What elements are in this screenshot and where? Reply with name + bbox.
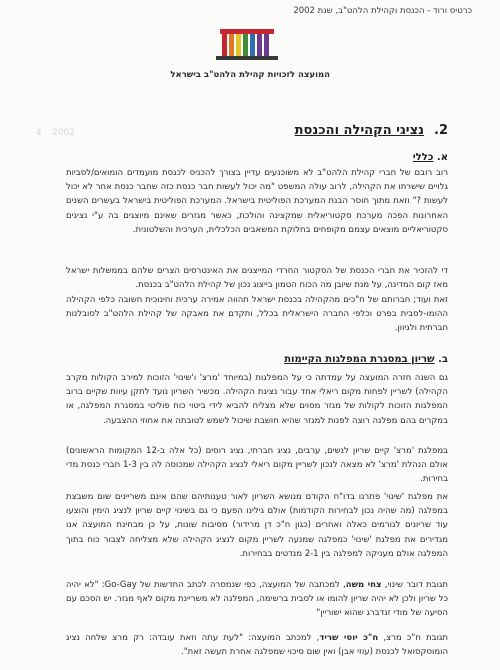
running-head: כרטיס ורוד - הכנסת וקהילת הלהט"ב, שנת 2002 xyxy=(293,6,472,16)
bleed-through-text: 4 xyxy=(36,128,42,138)
subheading-a xyxy=(413,152,448,163)
subheading-a-label: א. xyxy=(436,152,448,163)
subheading-b xyxy=(284,354,448,365)
quote-shinui-text: , למכתבה של המועצה, כפי שנמסרה לכתב החדשות של Go-Gay: "לא יהיה כל שריון ולכן לא יהיה שריון להומו או לסבית ברשימה, המפלגה לא משריינת מקום לאף מגזר. יש הסכם עם הסיעה של מודי זנדברג שהוא ישוריין" xyxy=(66,580,448,619)
subheading-b-title: שריון במסגרת המפלגות הקיימות xyxy=(284,354,435,365)
paragraph-b4 xyxy=(66,578,448,621)
paragraph-a2: די להזכיר את חברי הכנסת של הסקטור החרדי המייצגים את האינטרסים הצרים שלהם בממשלות ישראל מאז קום המדינה, על מנת שיובן מה הכוח הטמון בייצוג נכון של קהילת הלהט"ב בכנסת. xyxy=(66,266,448,291)
section-heading xyxy=(295,123,448,138)
paragraph-b1: גם השנה חזרה המועצה על עמדתה כי על המפלגות (במיוחד 'מרצ' ו'שינוי' הזוכות למירב הקולות מקרב הקהילה) לשריין לפחות מקום ריאלי אחד עבור נציגת הקהילה. מכשיר השריון נועד לתקן עיוות שקיים ברוב המפלגות הזוכות לקולות של מגזר מסוים שלא מצליח להביא לידי ביטוי כוח פוליטי במסגרת המפלגה, או במקרים בהם מפלגה רוצה לפנות למגזר שהיא חושבת שיכול לשמש לטובתה את אחוזי ההצבעה. xyxy=(66,373,448,426)
council-logo xyxy=(210,26,284,64)
quote-meretz-text: , למכתב המועצה: "לעת עתה וזאת עובדה: רק מרצ שלחה נציג הומוסקסואל לכנסת (עוזי אבן) ואין שום סיכוי שמפלגה אחרת תעשה זאת". xyxy=(66,633,448,658)
quote-meretz-name: ח"כ יוסי שריד xyxy=(319,633,379,643)
subheading-a-title: כללי xyxy=(412,152,434,163)
paragraph-b3: את מפלגת 'שינוי' פתרנו בדו"ח הקודם מנושא השריון לאור טענותיהם שהם אינם משריינים שום משבצת במפלגה (מה שהיה נכון לבחירות הקודמות) אולם גילינו הפעם כי גם בשינוי קיים שריון לנציג הימין והוצעו עוד שריונים לגורמים כאלה ואחרים (כגון ח"כ דן מרידור) מסיבות שונות, על כן מבחינת המועצה אנו מגדירים את מפלגת 'שינוי' כמפלגה שמנעה לשריין מקום לנציג הקהילה שלא מצליחה לצבור כוח בתוך המפלגה אולם מעניקה למפלגה בין 2-1 מנדטים בבחירות. xyxy=(66,492,448,559)
paragraph-a3: זאת ועוד; חברותם של ח"כים מהקהילה בכנסת ישראל תהווה אמירה ערכית וחינוכית חשובה כלפי הקהילה ההומו-לסבית בפרט וכלפי החברה הישראלית בכלל, ותקדם את מאבקה של קהילת הלהט"ב לסובלנות חברתית ולגיוון. xyxy=(66,295,448,334)
bleed-through-text: 2002 xyxy=(52,128,75,138)
quote-shinui-lead: תגובת דובר שינוי, xyxy=(384,580,448,590)
section-title: נציגי הקהילה והכנסת xyxy=(294,123,424,138)
quote-shinui-name: צחי משה xyxy=(345,580,382,590)
paragraph-a1: רוב רובם של חברי קהילת הלהט"ב לא משוכנעים עדיין בצורך להכניס לכנסת מועמדים הומואים/לסביות גלויים שישרתו את הקהילה, לרוב עולה המשפט "מה יכול לעשות חבר כנסת כזה שחבר כנסת אחר לא יכול לעשות ?" וזאת מתוך חוסר הבנת המערכת הפוליטית בישראל. המערכת הפוליטית בישראל בעשרים השנים האחרונות הפכה מערכת סקטוריאלית שמקצינה והולכת, כאשר מגזרים שאינם מיוצגים בה ע"י נציגים סקטוריאליים מוצאים עצמם מקופחים בחלוקת המשאבים הכלכלית, הערכית והשלטונית. xyxy=(66,168,448,235)
paragraph-b5 xyxy=(66,631,448,659)
organization-name: המועצה לזכויות קהילת הלהט"ב בישראל xyxy=(170,70,330,80)
subheading-b-label: ב. xyxy=(438,354,448,365)
quote-meretz-lead: תגובת ח"כ מרצ, xyxy=(383,633,448,643)
section-number: 2. xyxy=(434,123,448,138)
paragraph-b2: במפלגת 'מרצ' קיים שריון לנשים, ערבים, נציג חברתי, נציג רוסים (כל אלה ב-12 המקומות הראשונים) אולם הנהלת 'מרצ' לא מצאה לנכון לשריין מקום ריאלי לנציג הקהילה שמכוסה לה בין 1-3 חברי כנסת מדי בחירות. xyxy=(66,446,449,485)
